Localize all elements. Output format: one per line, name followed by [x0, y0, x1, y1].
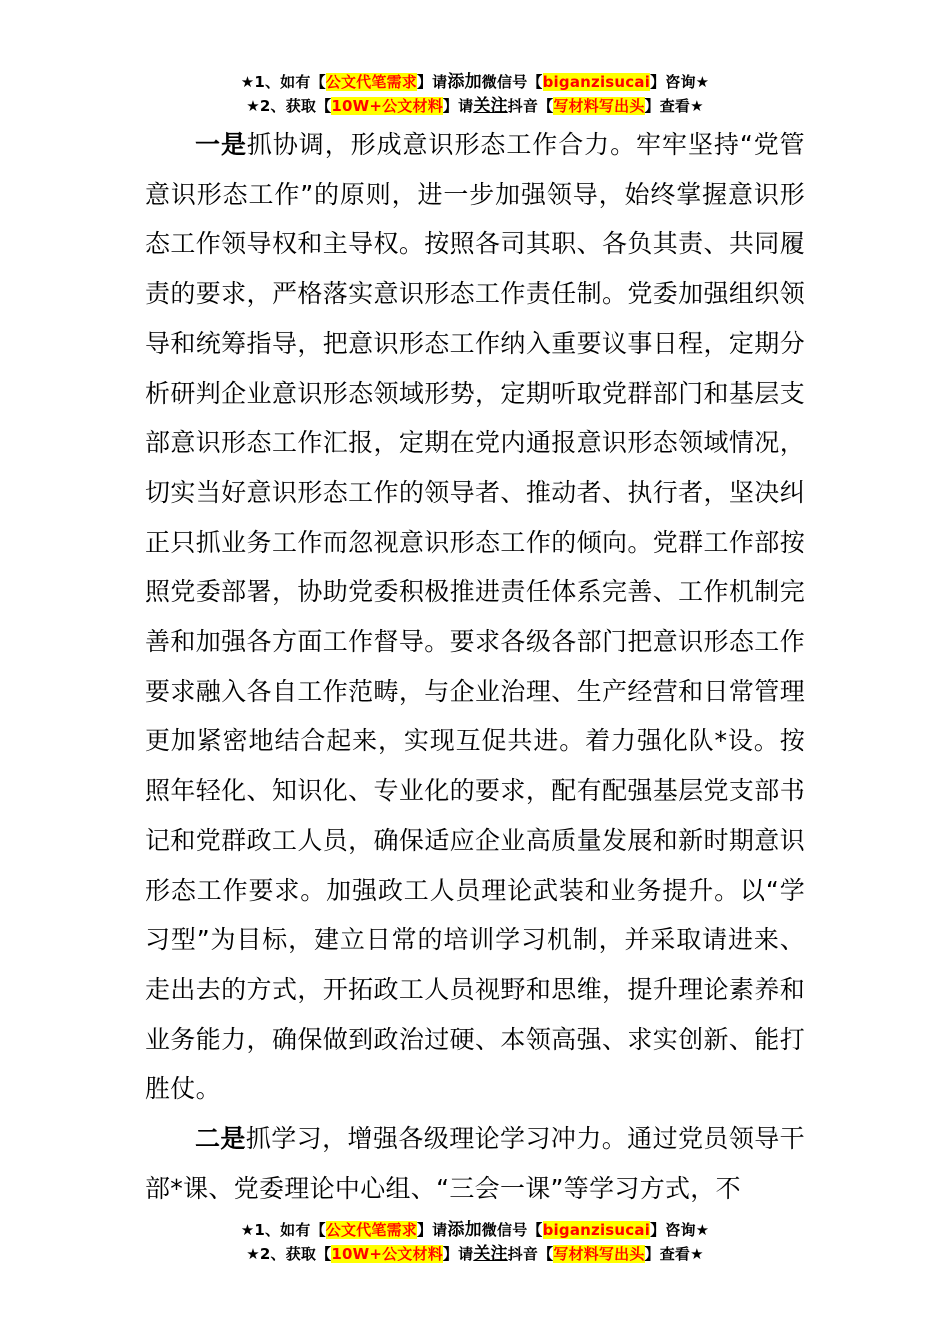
- document-body: [145, 120, 805, 1213]
- promo-banner-top: [0, 70, 950, 118]
- paragraph-1-lead: 一是: [195, 130, 247, 159]
- paragraph-2-text: 抓学习，增强各级理论学习冲力。通过党员领导干部*课、党委理论中心组、“三会一课”等学习方式，不: [145, 1124, 805, 1203]
- promo-line-2: ★2、获取【10W+公文材料】请关注抖音【写材料写出头】查看★: [246, 96, 704, 116]
- paragraph-1-text: 抓协调，形成意识形态工作合力。牢牢坚持“党管意识形态工作”的原则，进一步加强领导，始终掌握意识形态工作领导权和主导权。按照各司其职、各负其责、共同履责的要求，严格落实意识形态工作责任制。党委加强组织领导和统筹指导，把意识形态工作纳入重要议事日程，定期分析研判企业意识形态领域形势，定期听取党群部门和基层支部意识形态工作汇报，定期在党内通报意识形态领域情况，切实当好意识形态工作的领导者、推动者、执行者，坚决纠正只抓业务工作而忽视意识形态工作的倾向。党群工作部按照党委部署，协助党委积极推进责任体系完善、工作机制完善和加强各方面工作督导。要求各级各部门把意识形态工作要求融入各自工作范畴，与企业治理、生产经营和日常管理更加紧密地结合起来，实现互促共进。着力强化队*设。按照年轻化、知识化、专业化的要求，配有配强基层党支部书记和党群政工人员，确保适应企业高质量发展和新时期意识形态工作要求。加强政工人员理论武装和业务提升。以“学习型”为目标，建立日常的培训学习机制，并采取请进来、走出去的方式，开拓政工人员视野和思维，提升理论素养和业务能力，确保做到政治过硬、本领高强、求实创新、能打胜仗。: [145, 130, 805, 1104]
- highlight-douyin: 写材料写出头: [553, 97, 645, 115]
- highlight-materials: 10W+公文材料: [331, 97, 443, 115]
- paragraph-2: [145, 1114, 805, 1213]
- promo-line-2-bottom: ★2、获取【10W+公文材料】请关注抖音【写材料写出头】查看★: [246, 1244, 704, 1264]
- highlight-service: 公文代笔需求: [325, 73, 417, 91]
- promo-line-1-bottom: ★1、如有【公文代笔需求】请添加微信号【biganzisucai】咨询★: [240, 1220, 710, 1240]
- highlight-wechat-id: biganzisucai: [542, 73, 651, 91]
- promo-line-1: ★1、如有【公文代笔需求】请添加微信号【biganzisucai】咨询★: [240, 72, 710, 92]
- promo-banner-bottom: [0, 1218, 950, 1266]
- paragraph-2-lead: 二是: [195, 1124, 246, 1154]
- paragraph-1: [145, 120, 805, 1114]
